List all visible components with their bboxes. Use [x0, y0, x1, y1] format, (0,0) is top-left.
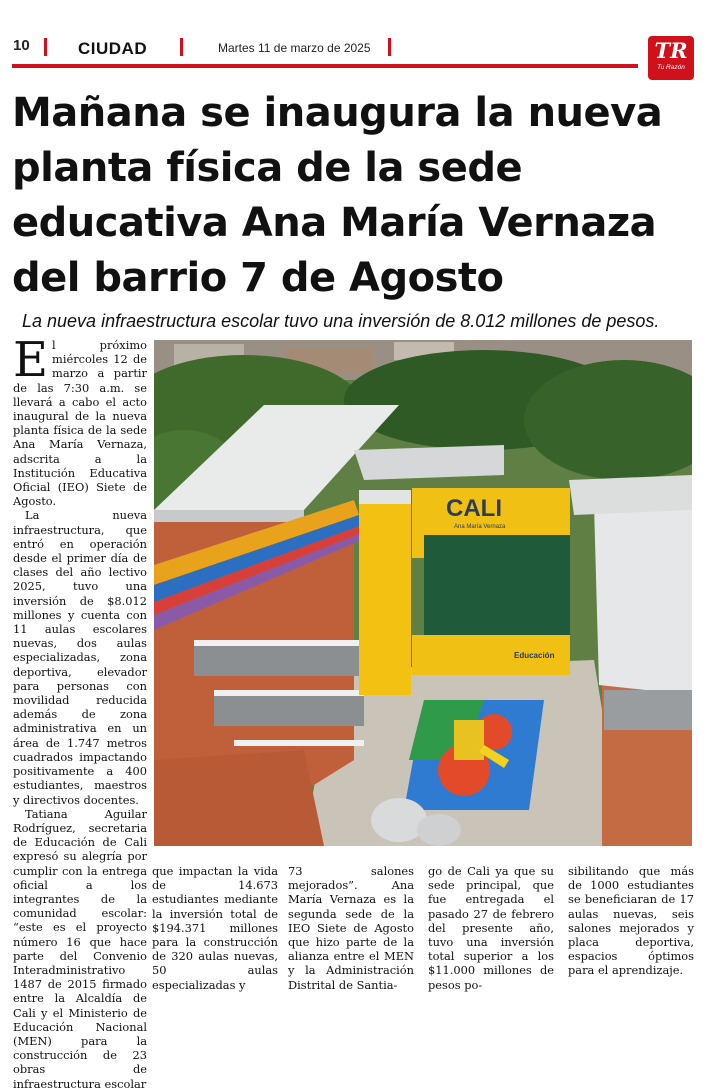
drop-cap: E [13, 332, 49, 388]
headline-line: del barrio 7 de Agosto [12, 255, 504, 301]
article-column-4 [428, 864, 554, 992]
header-divider [180, 38, 183, 56]
article-paragraph: 73 salones mejorados”. Ana María Vernaza es la segunda sede de la IEO Siete de Agosto que hizo parte de la alianza entre el MEN y la Administración Distrital de Santia- [288, 864, 414, 992]
building-sign-text: CALI [446, 495, 502, 522]
article-column-2 [152, 864, 278, 992]
article-paragraph: El próximo miércoles 12 de marzo a partir de las 7:30 a.m. se llevará a cabo el acto inaugural de la nueva planta física de la sede Ana María Vernaza, adscrita a la Institución Educativa Oficial (IEO) Siete de Agosto. [13, 332, 147, 509]
article-column-3 [288, 864, 414, 992]
logo-mark: TR [654, 38, 688, 63]
article-subheadline: La nueva infraestructura escolar tuvo una inversión de 8.012 millones de pesos. [22, 311, 660, 331]
article-photo [154, 340, 692, 846]
header-rule [12, 64, 638, 68]
section-label: CIUDAD [78, 39, 148, 58]
article-paragraph: go de Cali ya que su sede principal, que fue entregada el pasado 27 de febrero del presente año, tuvo una inversión total superior a los $11.000 millones de pesos po- [428, 864, 554, 992]
article-column-5 [568, 864, 694, 978]
header-divider [388, 38, 391, 56]
headline-line: educativa Ana María Vernaza [12, 200, 657, 246]
headline-line: planta física de la sede [12, 145, 523, 191]
headline-line: Mañana se inaugura la nueva [12, 90, 663, 136]
page-number: 10 [13, 37, 30, 54]
article-column-1 [13, 332, 147, 1091]
logo-name: Tu Razón [657, 64, 685, 71]
article-paragraph: que impactan la vida de 14.673 estudiantes mediante la inversión total de $194.371 millones para la construcción de 320 aulas nuevas, 50 aulas especializadas y [152, 864, 278, 992]
publication-date: Martes 11 de marzo de 2025 [218, 41, 371, 55]
school-building-aerial-photo [154, 340, 692, 846]
article-paragraph: La nueva infraestructura, que entró en operación desde el primer día de clases del año lectivo 2025, tuvo una inversión de $8.012 millones y cuenta con 11 aulas escolares nuevas, dos aulas especializadas, zona deportiva, elevador para personas con movilidad reducida además de zona administrativa en un área de 1.747 metros cuadrados impactando positivamente a 400 estudiantes, maestros y directivos docentes. [13, 508, 147, 807]
article-headline [12, 86, 702, 306]
newspaper-logo [648, 36, 694, 80]
building-wall-text: Educación [514, 651, 555, 660]
building-sign-subtitle: Ana María Vernaza [454, 524, 506, 530]
article-paragraph: sibilitando que más de 1000 estudiantes se beneficiaran de 17 aulas nuevas, seis salones mejorados y placa deportiva, espacios óptimos para el aprendizaje. [568, 864, 694, 978]
article-paragraph: Tatiana Aguilar Rodríguez, secretaria de Educación de Cali expresó su alegría por cumplir con la entrega oficial a los integrantes de la comunidad escolar: “este es el proyecto número 16 que hace parte del Convenio Interadministrativo 1487 de 2015 firmado entre la Alcaldía de Cali y el Ministerio de Educación Nacional (MEN) para la construcción de 23 obras de infraestructura escolar [13, 806, 147, 1091]
header-divider [44, 38, 47, 56]
